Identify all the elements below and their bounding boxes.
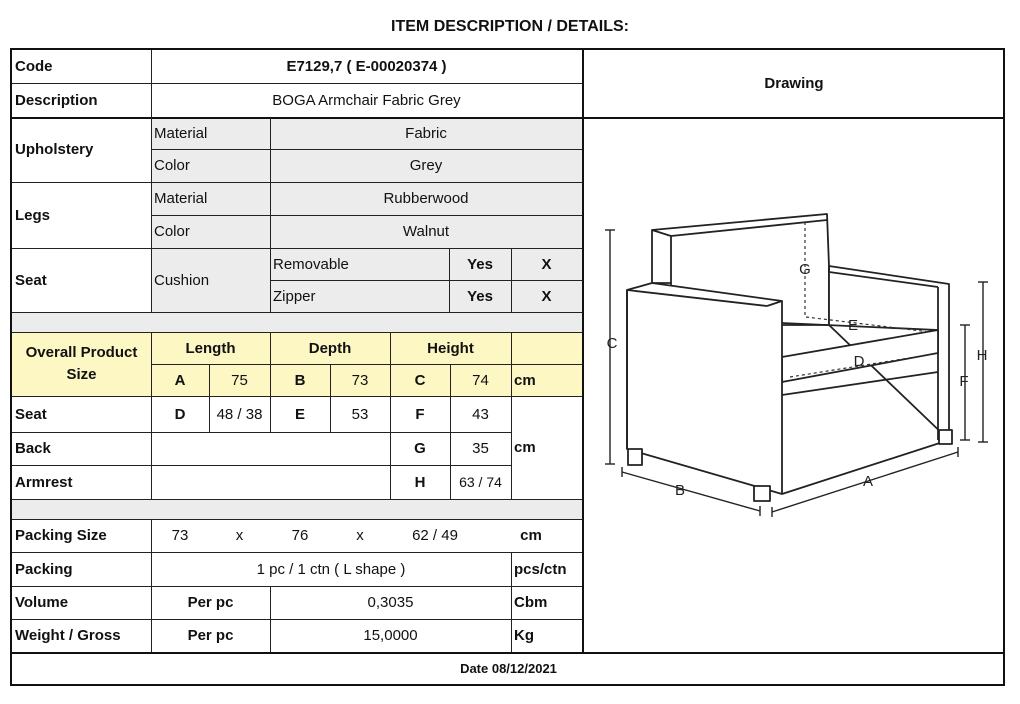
letter-g: G	[799, 261, 811, 278]
legs-material-label: Material	[154, 190, 208, 207]
zipper-mark: X	[541, 287, 552, 305]
seat-spec-label: Seat	[15, 271, 47, 289]
legs-label: Legs	[15, 206, 51, 224]
zipper-label: Zipper	[273, 287, 316, 305]
armchair-drawing	[584, 118, 994, 528]
packing-size-v2: 76	[291, 527, 309, 544]
dim-g-value: 35	[472, 440, 489, 457]
document-title: ITEM DESCRIPTION / DETAILS:	[391, 18, 629, 35]
dim-c-label: C	[414, 371, 426, 389]
dim-c-value: 74	[472, 371, 489, 389]
weight-per: Per pc	[187, 627, 234, 644]
dim-f-label: F	[415, 405, 425, 423]
packing-size-x2: x	[356, 527, 364, 544]
packing-size-unit: cm	[520, 527, 542, 544]
upholstery-color-value: Grey	[409, 157, 443, 174]
packing-unit: pcs/ctn	[514, 560, 567, 578]
packing-label: Packing	[15, 560, 73, 578]
packing-size-v3: 62 / 49	[412, 527, 458, 544]
letter-f: F	[959, 373, 969, 390]
upholstery-label: Upholstery	[15, 141, 94, 158]
zipper-value: Yes	[467, 287, 493, 305]
dim-a-label: A	[174, 371, 186, 389]
cushion-label: Cushion	[154, 271, 210, 289]
seat-dims-label: Seat	[15, 405, 47, 423]
dim-e-value: 53	[351, 405, 369, 423]
volume-per: Per pc	[187, 594, 234, 611]
description-label: Description	[15, 91, 98, 109]
weight-label: Weight / Gross	[15, 627, 121, 644]
volume-value: 0,3035	[367, 594, 414, 611]
packing-size-label: Packing Size	[15, 527, 107, 544]
drawing-header: Drawing	[764, 75, 824, 92]
packing-value: 1 pc / 1 ctn ( L shape )	[256, 560, 406, 578]
dim-a-value: 75	[231, 371, 248, 389]
volume-label: Volume	[15, 594, 69, 611]
upholstery-material-label: Material	[154, 124, 208, 142]
left-arm-shape	[627, 283, 782, 494]
length-header: Length	[185, 339, 236, 357]
letter-d: D	[853, 353, 865, 370]
dim-e-label: E	[294, 405, 305, 423]
dim-b-value: 73	[351, 371, 369, 389]
dim-h-value: 63 / 74	[459, 474, 502, 490]
upholstery-material-value: Fabric	[405, 124, 447, 142]
removable-label: Removable	[273, 255, 349, 273]
legs-material-value: Rubberwood	[383, 190, 469, 207]
weight-unit: Kg	[514, 627, 534, 644]
dim-d-label: D	[174, 405, 186, 423]
weight-value: 15,0000	[363, 627, 418, 644]
overall-unit: cm	[514, 371, 536, 389]
letter-b: B	[674, 482, 686, 499]
packing-size-x1: x	[235, 527, 244, 544]
upholstery-color-label: Color	[154, 157, 190, 174]
letter-h: H	[976, 347, 988, 364]
back-label: Back	[15, 440, 51, 457]
legs-color-value: Walnut	[402, 223, 450, 240]
dim-h-label: H	[414, 473, 426, 491]
depth-header: Depth	[308, 339, 352, 357]
removable-mark: X	[541, 255, 552, 273]
removable-value: Yes	[467, 255, 493, 273]
letter-a: A	[862, 473, 874, 490]
dim-d-value: 48 / 38	[216, 405, 263, 423]
dim-f-value: 43	[472, 405, 489, 423]
dims-unit: cm	[514, 439, 536, 456]
date-footer: Date 08/12/2021	[460, 660, 557, 676]
dim-b-label: B	[294, 371, 306, 389]
letter-c: C	[606, 335, 618, 352]
code-value: E7129,7 ( E-00020374 )	[286, 58, 447, 75]
description-value: BOGA Armchair Fabric Grey	[272, 91, 461, 109]
height-header: Height	[427, 339, 474, 357]
overall-size-label: Overall Product Size	[25, 344, 138, 383]
volume-unit: Cbm	[514, 594, 548, 611]
armrest-label: Armrest	[15, 473, 73, 491]
letter-e: E	[847, 317, 859, 334]
packing-size-v1: 73	[171, 527, 189, 544]
dim-g-label: G	[414, 440, 426, 457]
legs-color-label: Color	[154, 223, 190, 240]
code-label: Code	[15, 58, 53, 75]
